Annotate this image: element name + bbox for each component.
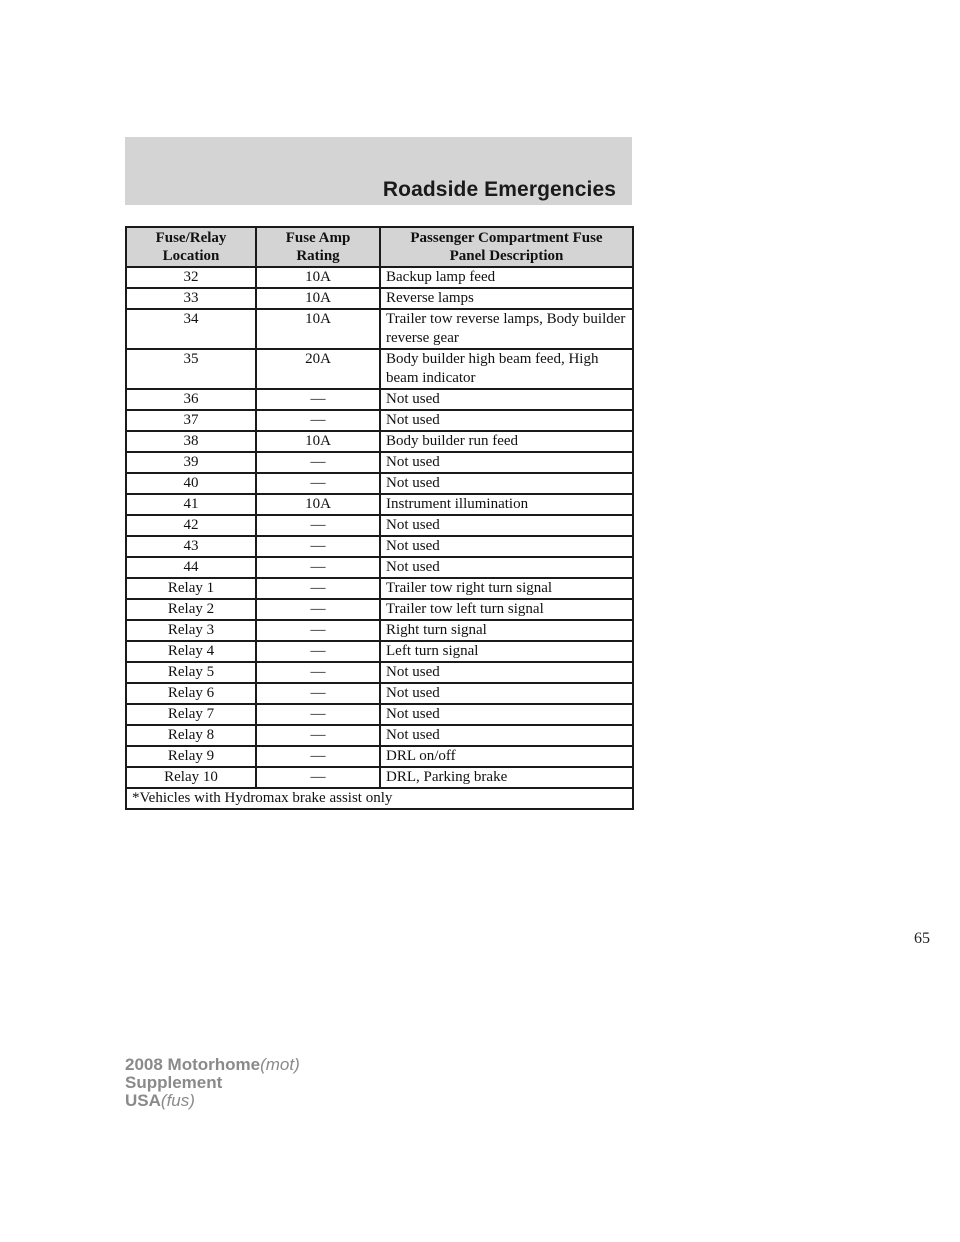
fuse-amp-rating: — — [256, 725, 380, 746]
table-row — [126, 473, 633, 494]
table-row — [126, 704, 633, 725]
table-row — [126, 557, 633, 578]
fuse-description: Left turn signal — [380, 641, 633, 662]
footer-vehicle-name: 2008 Motorhome — [125, 1055, 261, 1074]
fuse-location: Relay 1 — [126, 578, 256, 599]
fuse-description: DRL, Parking brake — [380, 767, 633, 788]
table-row — [126, 267, 633, 288]
footer-line-2 — [125, 1074, 300, 1092]
fuse-table — [125, 226, 634, 810]
fuse-location: 39 — [126, 452, 256, 473]
fuse-amp-rating: — — [256, 641, 380, 662]
table-footnote-row — [126, 788, 633, 809]
fuse-description: Not used — [380, 557, 633, 578]
table-row — [126, 410, 633, 431]
fuse-amp-rating: — — [256, 662, 380, 683]
fuse-description: Not used — [380, 473, 633, 494]
fuse-location: Relay 5 — [126, 662, 256, 683]
column-header-description: Passenger Compartment Fuse Panel Description — [380, 227, 633, 267]
fuse-description: Right turn signal — [380, 620, 633, 641]
fuse-amp-rating: — — [256, 746, 380, 767]
fuse-location: Relay 6 — [126, 683, 256, 704]
fuse-amp-rating: 20A — [256, 349, 380, 389]
fuse-location: Relay 9 — [126, 746, 256, 767]
fuse-description: Instrument illumination — [380, 494, 633, 515]
table-row — [126, 662, 633, 683]
fuse-location: Relay 8 — [126, 725, 256, 746]
fuse-description: Body builder high beam feed, High beam indicator — [380, 349, 633, 389]
table-row — [126, 431, 633, 452]
footer-vehicle-code: (mot) — [260, 1055, 300, 1074]
fuse-description: Not used — [380, 662, 633, 683]
footer-market: USA — [125, 1091, 161, 1110]
fuse-description: Trailer tow reverse lamps, Body builder reverse gear — [380, 309, 633, 349]
column-header-amp-rating: Fuse Amp Rating — [256, 227, 380, 267]
fuse-amp-rating: 10A — [256, 288, 380, 309]
fuse-location: 42 — [126, 515, 256, 536]
fuse-description: Not used — [380, 410, 633, 431]
fuse-amp-rating: — — [256, 599, 380, 620]
fuse-description: Trailer tow right turn signal — [380, 578, 633, 599]
fuse-amp-rating: — — [256, 536, 380, 557]
document-footer — [125, 1056, 300, 1110]
fuse-location: Relay 3 — [126, 620, 256, 641]
fuse-amp-rating: — — [256, 515, 380, 536]
fuse-description: Not used — [380, 389, 633, 410]
table-footnote: *Vehicles with Hydromax brake assist only — [126, 788, 633, 809]
fuse-amp-rating: 10A — [256, 309, 380, 349]
fuse-amp-rating: — — [256, 683, 380, 704]
fuse-description: Trailer tow left turn signal — [380, 599, 633, 620]
fuse-amp-rating: — — [256, 410, 380, 431]
footer-line-3 — [125, 1092, 300, 1110]
fuse-table-body — [126, 267, 633, 809]
fuse-location: 33 — [126, 288, 256, 309]
table-row — [126, 309, 633, 349]
table-row — [126, 746, 633, 767]
fuse-location: 36 — [126, 389, 256, 410]
section-title: Roadside Emergencies — [382, 178, 616, 201]
fuse-location: Relay 7 — [126, 704, 256, 725]
column-header-location: Fuse/Relay Location — [126, 227, 256, 267]
table-header-row — [126, 227, 633, 267]
table-row — [126, 599, 633, 620]
table-row — [126, 578, 633, 599]
fuse-amp-rating: — — [256, 452, 380, 473]
fuse-description: Not used — [380, 515, 633, 536]
fuse-location: 41 — [126, 494, 256, 515]
fuse-description: Not used — [380, 452, 633, 473]
fuse-location: 35 — [126, 349, 256, 389]
fuse-location: 38 — [126, 431, 256, 452]
table-row — [126, 641, 633, 662]
table-row — [126, 725, 633, 746]
fuse-amp-rating: — — [256, 620, 380, 641]
table-row — [126, 620, 633, 641]
table-row — [126, 536, 633, 557]
table-row — [126, 683, 633, 704]
fuse-amp-rating: 10A — [256, 431, 380, 452]
table-row — [126, 494, 633, 515]
fuse-location: 37 — [126, 410, 256, 431]
footer-line-1 — [125, 1056, 300, 1074]
fuse-description: Reverse lamps — [380, 288, 633, 309]
fuse-location: 44 — [126, 557, 256, 578]
fuse-location: Relay 2 — [126, 599, 256, 620]
fuse-amp-rating: — — [256, 767, 380, 788]
fuse-location: 43 — [126, 536, 256, 557]
fuse-location: Relay 4 — [126, 641, 256, 662]
footer-supplement: Supplement — [125, 1073, 223, 1092]
fuse-amp-rating: — — [256, 704, 380, 725]
fuse-amp-rating: — — [256, 557, 380, 578]
fuse-amp-rating: — — [256, 578, 380, 599]
fuse-amp-rating: — — [256, 389, 380, 410]
table-row — [126, 389, 633, 410]
fuse-description: Backup lamp feed — [380, 267, 633, 288]
table-row — [126, 767, 633, 788]
table-row — [126, 515, 633, 536]
fuse-location: 32 — [126, 267, 256, 288]
fuse-location: Relay 10 — [126, 767, 256, 788]
fuse-location: 40 — [126, 473, 256, 494]
fuse-description: Not used — [380, 683, 633, 704]
fuse-description: Not used — [380, 725, 633, 746]
fuse-location: 34 — [126, 309, 256, 349]
table-row — [126, 349, 633, 389]
page-number: 65 — [914, 930, 930, 947]
fuse-amp-rating: 10A — [256, 267, 380, 288]
fuse-amp-rating: 10A — [256, 494, 380, 515]
fuse-description: Not used — [380, 704, 633, 725]
fuse-description: Not used — [380, 536, 633, 557]
footer-market-code: (fus) — [160, 1091, 195, 1110]
fuse-description: DRL on/off — [380, 746, 633, 767]
section-header-band — [125, 137, 632, 205]
table-row — [126, 288, 633, 309]
fuse-amp-rating: — — [256, 473, 380, 494]
table-row — [126, 452, 633, 473]
fuse-description: Body builder run feed — [380, 431, 633, 452]
